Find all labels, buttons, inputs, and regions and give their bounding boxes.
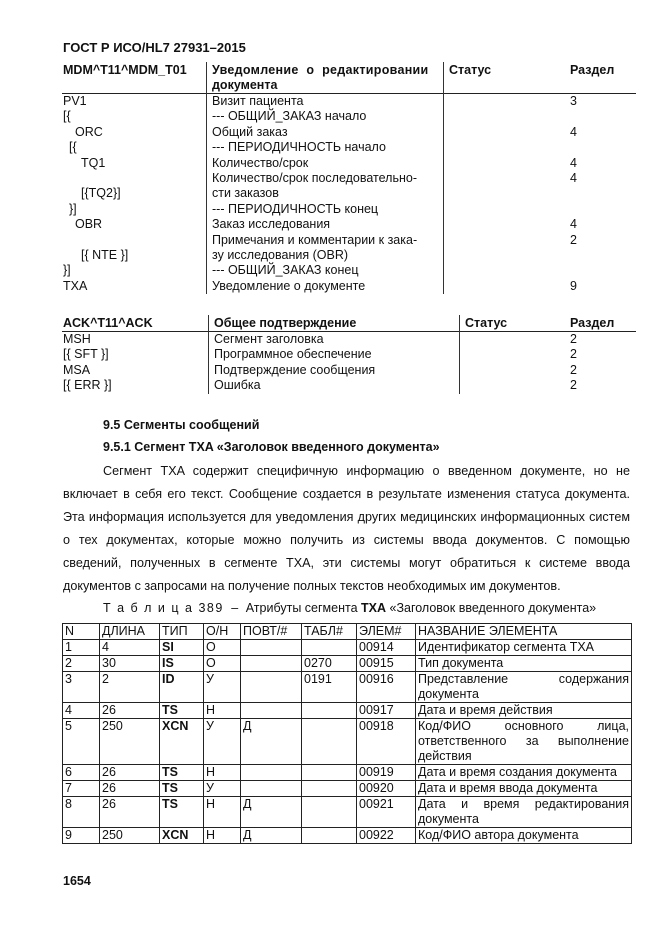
- cell-repeat: Д: [241, 828, 302, 844]
- table1-row-section: 4: [570, 171, 577, 185]
- cell-length: 250: [100, 719, 160, 765]
- table1-row-segment: }]: [63, 263, 71, 278]
- table1-row-section: 4: [570, 155, 577, 170]
- cell-table: [302, 703, 357, 719]
- cell-element: 00917: [357, 703, 416, 719]
- cell-n: 5: [63, 719, 100, 765]
- table2-row-description: Подтверждение сообщения: [214, 362, 376, 377]
- col-header-name: НАЗВАНИЕ ЭЛЕМЕНТА: [416, 624, 632, 640]
- cell-length: 26: [100, 703, 160, 719]
- section-heading-9-5: 9.5 Сегменты сообщений: [103, 418, 260, 432]
- table-caption: [103, 601, 596, 615]
- cell-element: 00915: [357, 656, 416, 672]
- table1-row-segment: TQ1: [81, 155, 106, 170]
- cell-name: Тип документа: [416, 656, 632, 672]
- cell-element: 00920: [357, 781, 416, 797]
- attributes-header-row: [63, 624, 632, 640]
- attributes-row: [63, 765, 632, 781]
- table1-header-desc-line1: Уведомление о редактировании: [212, 63, 429, 77]
- attributes-table: [62, 623, 632, 844]
- cell-type: TS: [160, 797, 204, 828]
- caption-rest: «Заголовок введенного документа»: [389, 601, 597, 615]
- cell-name: Дата и время редактирования документа: [416, 797, 632, 828]
- table1-row-description: Заказ исследования: [212, 217, 331, 232]
- cell-name: Представление содержания документа: [416, 672, 632, 703]
- cell-type: ID: [160, 672, 204, 703]
- cell-element: 00914: [357, 640, 416, 656]
- col-header-type: ТИП: [160, 624, 204, 640]
- cell-repeat: [241, 703, 302, 719]
- table1-row-segment: [{: [63, 109, 71, 124]
- table1-row-description: Уведомление о документе: [212, 278, 366, 293]
- cell-type: TS: [160, 765, 204, 781]
- table2-row-segment: [{ SFT }]: [63, 347, 109, 362]
- table1-row-description: Общий заказ: [212, 124, 288, 139]
- table1-header-rule: [62, 93, 636, 94]
- col-header-table: ТАБЛ#: [302, 624, 357, 640]
- cell-element: 00919: [357, 765, 416, 781]
- attributes-row: [63, 656, 632, 672]
- table1-header-description: [212, 63, 429, 93]
- attributes-row: [63, 703, 632, 719]
- cell-repeat: Д: [241, 797, 302, 828]
- cell-n: 4: [63, 703, 100, 719]
- table1-row-section: 4: [570, 217, 577, 232]
- table2-row-section: 2: [570, 362, 577, 377]
- cell-opt: У: [204, 719, 241, 765]
- table1-row-segment: [{ NTE }]: [81, 248, 129, 262]
- document-header: ГОСТ Р ИСО/HL7 27931–2015: [63, 40, 246, 55]
- col-header-opt: О/Н: [204, 624, 241, 640]
- cell-n: 7: [63, 781, 100, 797]
- table2-divider-1: [208, 315, 209, 394]
- cell-opt: О: [204, 640, 241, 656]
- table2-header-message: ACK^T11^ACK: [63, 316, 153, 330]
- cell-n: 2: [63, 656, 100, 672]
- table2-row-section: 2: [570, 347, 577, 362]
- table2-row-description: Программное обеспечение: [214, 347, 372, 362]
- cell-type: IS: [160, 656, 204, 672]
- cell-length: 26: [100, 765, 160, 781]
- cell-repeat: [241, 781, 302, 797]
- cell-repeat: [241, 765, 302, 781]
- cell-table: [302, 781, 357, 797]
- table1-row-description: Визит пациента: [212, 94, 304, 108]
- cell-type: SI: [160, 640, 204, 656]
- table2-row-description: Сегмент заголовка: [214, 332, 324, 346]
- table1-row-section: 4: [570, 124, 577, 139]
- table1-row-segment: }]: [69, 201, 77, 216]
- cell-length: 30: [100, 656, 160, 672]
- table2-divider-2: [459, 315, 460, 394]
- cell-table: [302, 640, 357, 656]
- table2-header-rule: [62, 331, 636, 332]
- table1-row-description: Количество/срок: [212, 155, 309, 170]
- attributes-row: [63, 797, 632, 828]
- caption-segment: TXA: [361, 601, 387, 615]
- cell-opt: Н: [204, 797, 241, 828]
- cell-opt: О: [204, 656, 241, 672]
- cell-length: 4: [100, 640, 160, 656]
- cell-repeat: [241, 656, 302, 672]
- cell-type: XCN: [160, 719, 204, 765]
- table2-row-segment: [{ ERR }]: [63, 377, 112, 392]
- table1-row-description: Количество/срок последовательно-: [212, 171, 418, 185]
- cell-table: [302, 719, 357, 765]
- caption-text: Атрибуты сегмента: [245, 601, 358, 615]
- cell-length: 2: [100, 672, 160, 703]
- cell-length: 26: [100, 797, 160, 828]
- table1-header-desc-line2: документа: [212, 78, 278, 92]
- table1-row-description: сти заказов: [212, 186, 279, 201]
- cell-repeat: Д: [241, 719, 302, 765]
- table1-row-description: --- ОБЩИЙ_ЗАКАЗ начало: [212, 109, 367, 124]
- cell-element: 00921: [357, 797, 416, 828]
- table2-header-status: Статус: [465, 316, 508, 330]
- cell-length: 26: [100, 781, 160, 797]
- table1-row-segment: [{: [69, 140, 77, 155]
- body-paragraph: [63, 460, 630, 598]
- attributes-row: [63, 781, 632, 797]
- cell-name: Код/ФИО автора документа: [416, 828, 632, 844]
- cell-table: 0191: [302, 672, 357, 703]
- col-header-repeat: ПОВТ/#: [241, 624, 302, 640]
- cell-n: 1: [63, 640, 100, 656]
- caption-prefix: Т а б л и ц а 389: [103, 601, 224, 615]
- cell-table: [302, 765, 357, 781]
- table2-row-description: Ошибка: [214, 377, 261, 392]
- cell-name: Код/ФИО основного лица, ответственного за выполнение действия: [416, 719, 632, 765]
- table1-header-message: MDM^T11^MDM_T01: [63, 63, 187, 77]
- col-header-n: N: [63, 624, 100, 640]
- col-header-length: ДЛИНА: [100, 624, 160, 640]
- table1-divider-1: [206, 62, 207, 294]
- body-paragraph-text: Сегмент TXA содержит специфичную информацию о введенном документе, но не включает в себя его текст. Сообщение создается в результате изменения статуса документа. Эта информация используется для уведомления других медицинских информационных систем о тех документах, которые можно получить из системы ввода документов. С помощью сведений, полученных в сегменте TXA, эти системы могут обратиться к системе ввода документов с запросами на получение полных текстов необходимых им документов.: [63, 464, 630, 593]
- table1-header-section: Раздел: [570, 63, 615, 77]
- cell-type: TS: [160, 703, 204, 719]
- table1-row-segment: TXA: [63, 278, 88, 293]
- cell-name: Дата и время действия: [416, 703, 632, 719]
- cell-type: XCN: [160, 828, 204, 844]
- table2-header-section: Раздел: [570, 316, 615, 330]
- cell-repeat: [241, 640, 302, 656]
- table2-row-section: 2: [570, 332, 577, 346]
- table1-divider-2: [443, 62, 444, 294]
- section-heading-9-5-1: 9.5.1 Сегмент TXA «Заголовок введенного документа»: [103, 440, 440, 454]
- cell-n: 3: [63, 672, 100, 703]
- cell-name: Дата и время создания документа: [416, 765, 632, 781]
- cell-opt: Н: [204, 828, 241, 844]
- table1-row-description: --- ПЕРИОДИЧНОСТЬ начало: [212, 140, 386, 155]
- table2-row-segment: MSH: [63, 332, 91, 346]
- cell-opt: У: [204, 781, 241, 797]
- table2-row-segment: MSA: [63, 362, 91, 377]
- cell-opt: У: [204, 672, 241, 703]
- cell-name: Дата и время ввода документа: [416, 781, 632, 797]
- attributes-row: [63, 828, 632, 844]
- cell-element: 00918: [357, 719, 416, 765]
- cell-n: 9: [63, 828, 100, 844]
- cell-repeat: [241, 672, 302, 703]
- cell-type: TS: [160, 781, 204, 797]
- cell-opt: Н: [204, 765, 241, 781]
- cell-length: 250: [100, 828, 160, 844]
- table1-row-description: --- ОБЩИЙ_ЗАКАЗ конец: [212, 263, 359, 278]
- cell-name: Идентификатор сегмента TXA: [416, 640, 632, 656]
- attributes-row: [63, 672, 632, 703]
- col-header-element: ЭЛЕМ#: [357, 624, 416, 640]
- cell-n: 8: [63, 797, 100, 828]
- table1-row-segment: OBR: [75, 217, 103, 232]
- table1-row-description: зу исследования (OBR): [212, 248, 349, 262]
- attributes-table-body: [63, 640, 632, 844]
- table1-row-segment: [{TQ2}]: [81, 186, 121, 201]
- cell-table: 0270: [302, 656, 357, 672]
- table2-header-description: Общее подтверждение: [214, 316, 357, 330]
- caption-dash: –: [231, 601, 239, 615]
- page-number: 1654: [63, 874, 91, 888]
- cell-opt: Н: [204, 703, 241, 719]
- cell-table: [302, 797, 357, 828]
- cell-table: [302, 828, 357, 844]
- table1-header-status: Статус: [449, 63, 492, 77]
- table1-row-segment: PV1: [63, 94, 87, 108]
- table1-row-section: 2: [570, 232, 577, 247]
- cell-element: 00916: [357, 672, 416, 703]
- table1-row-description: --- ПЕРИОДИЧНОСТЬ конец: [212, 201, 379, 216]
- table1-row-description: Примечания и комментарии к зака-: [212, 232, 418, 247]
- table1-row-segment: ORC: [75, 124, 103, 139]
- attributes-row: [63, 719, 632, 765]
- table1-row-section: 9: [570, 278, 577, 293]
- cell-n: 6: [63, 765, 100, 781]
- attributes-row: [63, 640, 632, 656]
- table1-row-section: 3: [570, 94, 577, 108]
- table2-row-section: 2: [570, 377, 577, 392]
- cell-element: 00922: [357, 828, 416, 844]
